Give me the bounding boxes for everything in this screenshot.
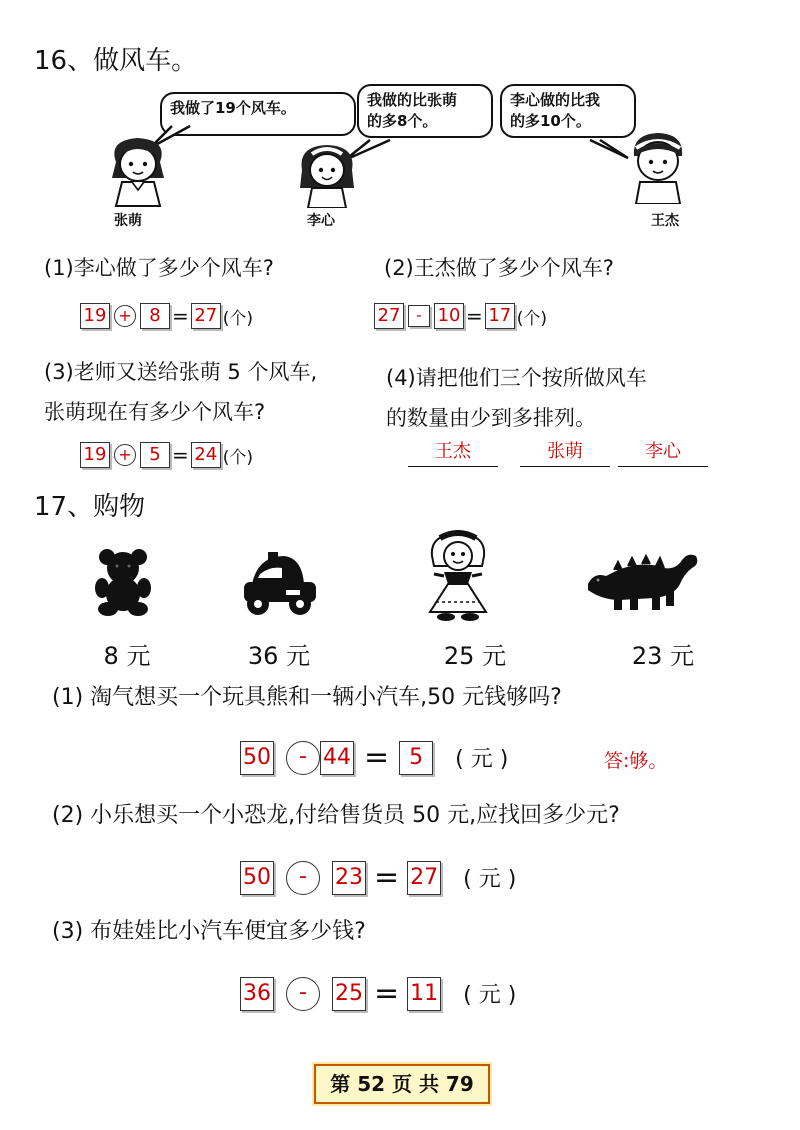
ordering-answer-2: 张萌 [520,438,610,467]
question-17-title: 17、购物 [34,492,146,522]
q16-p4-question-line1: (4)请把他们三个按所做风车 [386,366,647,390]
q17-p3-question: (3) 布娃娃比小汽车便宜多少钱? [52,919,366,944]
toy-car-icon [238,548,320,616]
girl-lixin-icon [290,140,364,208]
q16-p1-equation [80,303,253,329]
unit-label: (个) [222,308,254,329]
answer-box-operand-a: 36 [240,977,274,1011]
operator-circle: - [286,977,320,1011]
q16-p2-equation [374,303,547,329]
bubble-text-line2: 的多8个。 [367,112,438,130]
answer-box-operand-b: 25 [332,977,366,1011]
answer-box-result: 11 [407,977,441,1011]
unit-label: ( 元 ) [463,983,517,1008]
q16-p1-question: (1)李心做了多少个风车? [44,256,274,280]
q17-p2-question: (2) 小乐想买一个小恐龙,付给售货员 50 元,应找回多少元? [52,803,620,828]
unit-label: ( 元 ) [455,747,509,772]
operator-box: - [408,305,430,327]
answer-box-operand-a: 19 [80,303,110,329]
answer-box-result: 5 [399,741,433,775]
dinosaur-icon [584,550,702,614]
equals-sign: = [374,976,400,1011]
q16-p3-question-line1: (3)老师又送给张萌 5 个风车, [44,360,318,384]
answer-box-operand-b: 10 [434,303,464,329]
q17-p1-question: (1) 淘气想买一个玩具熊和一辆小汽车,50 元钱够吗? [52,685,562,710]
girl-zhangmeng-icon [98,132,178,207]
equals-sign: = [172,304,189,328]
equals-sign: = [466,304,483,328]
question-16-title: 16、做风车。 [34,46,198,76]
bubble-text-line2: 的多10个。 [510,112,591,130]
page-number-footer: 第 52 页 共 79 [314,1064,490,1104]
ordering-answer-1: 王杰 [408,438,498,467]
q17-p2-equation [240,860,516,895]
q16-p3-equation [80,442,253,468]
bubble-text: 我做了19个风车。 [170,99,296,117]
equals-sign: = [364,740,390,775]
q17-p1-answer: 答:够。 [604,750,668,772]
q17-p3-equation [240,976,516,1011]
name-lixin: 李心 [307,213,335,229]
price-doll: 25 元 [443,642,507,670]
unit-label: ( 元 ) [463,867,517,892]
q16-p4-question-line2: 的数量由少到多排列。 [386,406,596,430]
q16-p3-question-line2: 张萌现在有多少个风车? [44,400,266,424]
price-teddy-bear: 8 元 [103,642,151,670]
q17-p1-equation [240,740,508,775]
answer-box-operand-a: 19 [80,442,110,468]
price-toy-car: 36 元 [247,642,311,670]
answer-box-operand-b: 23 [332,861,366,895]
name-zhangmeng: 张萌 [114,213,142,229]
boy-wangjie-icon [620,128,696,204]
answer-box-operand-b: 8 [140,303,170,329]
answer-box-result: 27 [191,303,221,329]
answer-box-result: 17 [485,303,515,329]
operator-circle: - [286,741,320,775]
answer-box-operand-a: 50 [240,861,274,895]
bubble-text-line1: 我做的比张萌 [367,91,458,109]
answer-box-operand-b: 44 [320,741,354,775]
equals-sign: = [172,443,189,467]
answer-box-operand-a: 27 [374,303,404,329]
operator-circle: + [114,305,136,327]
operator-circle: - [286,861,320,895]
answer-box-operand-a: 50 [240,741,274,775]
doll-icon [422,530,494,622]
equals-sign: = [374,860,400,895]
price-dinosaur: 23 元 [631,642,695,670]
name-wangjie: 王杰 [651,213,679,229]
ordering-answer-3: 李心 [618,438,708,467]
operator-circle: + [114,444,136,466]
answer-box-result: 27 [407,861,441,895]
answer-box-operand-b: 5 [140,442,170,468]
q16-p2-question: (2)王杰做了多少个风车? [384,256,614,280]
unit-label: (个) [516,308,548,329]
teddy-bear-icon [94,548,152,616]
bubble-text-line1: 李心做的比我 [510,91,601,109]
unit-label: (个) [222,447,254,468]
answer-box-result: 24 [191,442,221,468]
